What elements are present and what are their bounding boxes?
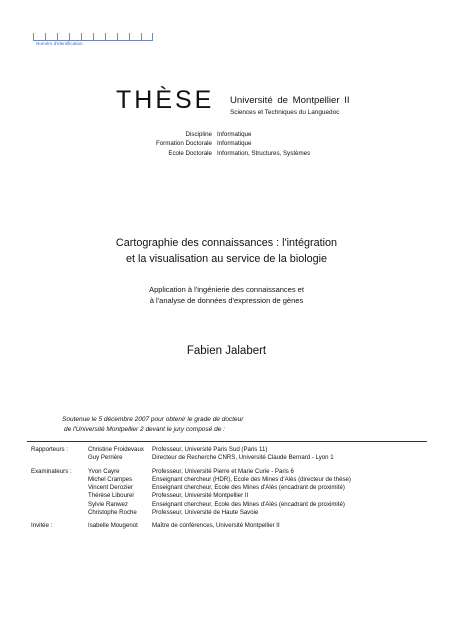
jury-role: Examinateurs : [31,467,72,475]
identification-number-label: Numéro d'identification [36,41,83,46]
jury-member-name: Michel Crampes [88,475,133,483]
formation-label: Formation Doctorale [155,140,212,148]
jury-group-rapporteurs [31,446,351,463]
jury-member [88,492,351,500]
jury-member-name: Christophe Roche [88,509,137,517]
jury-member-affiliation: Maître de conférences, Université Montpellier II [152,522,280,530]
jury-member-affiliation: Professeur, Université Pierre et Marie Curie - Paris 6 [152,467,294,475]
separator-line [27,441,427,442]
jury-member-name: Sylvie Ranwez [88,500,128,508]
jury-member [88,468,351,476]
thesis-title-line: et la visualisation au service de la biologie [125,252,328,265]
formation-row [110,139,310,148]
jury-member-name: Thérèse Libourel [88,492,134,500]
jury-member-affiliation: Professeur, Université Montpellier II [152,492,249,500]
thesis-title-line: Cartographie des connaissances : l'intégration [115,237,338,249]
formation-value: Informatique [217,140,252,148]
jury-role: Invitée : [31,522,53,530]
jury-member-affiliation: Enseignant chercheur, Ecole des Mines d'Alès (encadrant de proximité) [152,484,345,492]
jury-member-name: Isabelle Mougenot [88,522,138,530]
defense-statement [62,415,243,435]
defense-line: Soutenue le 5 décembre 2007 pour obtenir le grade de docteur [62,416,244,423]
jury-list [31,446,351,536]
ecole-doctorale-row [110,149,310,158]
thesis-subtitle-line: Application à l'ingénierie des connaissances et [149,285,304,294]
jury-member-name: Yvon Cayre [88,467,120,475]
jury-member-affiliation: Professeur, Université Paris Sud (Paris 11) [152,446,268,453]
ecole-doctorale-label: Ecole Doctorale [168,149,212,157]
ecole-doctorale-value: Information, Structures, Systèmes [217,149,311,157]
thesis-subtitle-line: à l'analyse de données d'expression de gènes [149,296,304,305]
university-name: Université de Montpellier II [230,95,350,106]
jury-member [88,454,334,462]
jury-member [88,446,334,454]
jury-member-affiliation: Enseignant chercheur (HDR), Ecole des Mines d'Alès (directeur de thèse) [152,475,351,483]
thesis-title [0,236,453,267]
discipline-value: Informatique [217,131,252,138]
author-name: Fabien Jalabert [186,345,267,357]
these-heading: THÈSE [116,86,215,114]
discipline-table [110,130,310,158]
jury-member-affiliation: Professeur, Université de Haute Savoie [152,509,259,517]
jury-member [88,501,351,509]
jury-member-name: Guy Perrière [88,454,123,462]
identification-number-boxes [33,33,153,41]
jury-member [88,484,351,492]
jury-member [88,476,351,484]
jury-member-affiliation: Enseignant chercheur, Ecole des Mines d'Alès (encadrant de proximité) [152,500,345,508]
jury-member-name: Christine Froidevaux [88,446,144,453]
jury-member-name: Vincent Derozier [88,484,133,492]
jury-member [88,509,351,517]
discipline-label: Discipline [185,131,212,138]
jury-group-invitee [31,522,351,530]
discipline-row [110,130,310,139]
jury-member [88,522,280,530]
thesis-subtitle [0,284,453,306]
jury-group-examinateurs [31,468,351,518]
defense-line: de l'Université Montpellier 2 devant le jury composé de : [64,426,225,433]
jury-member-affiliation: Directeur de Recherche CNRS, Université Claude Bernard - Lyon 1 [152,454,334,462]
university-subtitle: Sciences et Techniques du Languedoc [230,109,340,116]
jury-role: Rapporteurs : [31,446,68,453]
